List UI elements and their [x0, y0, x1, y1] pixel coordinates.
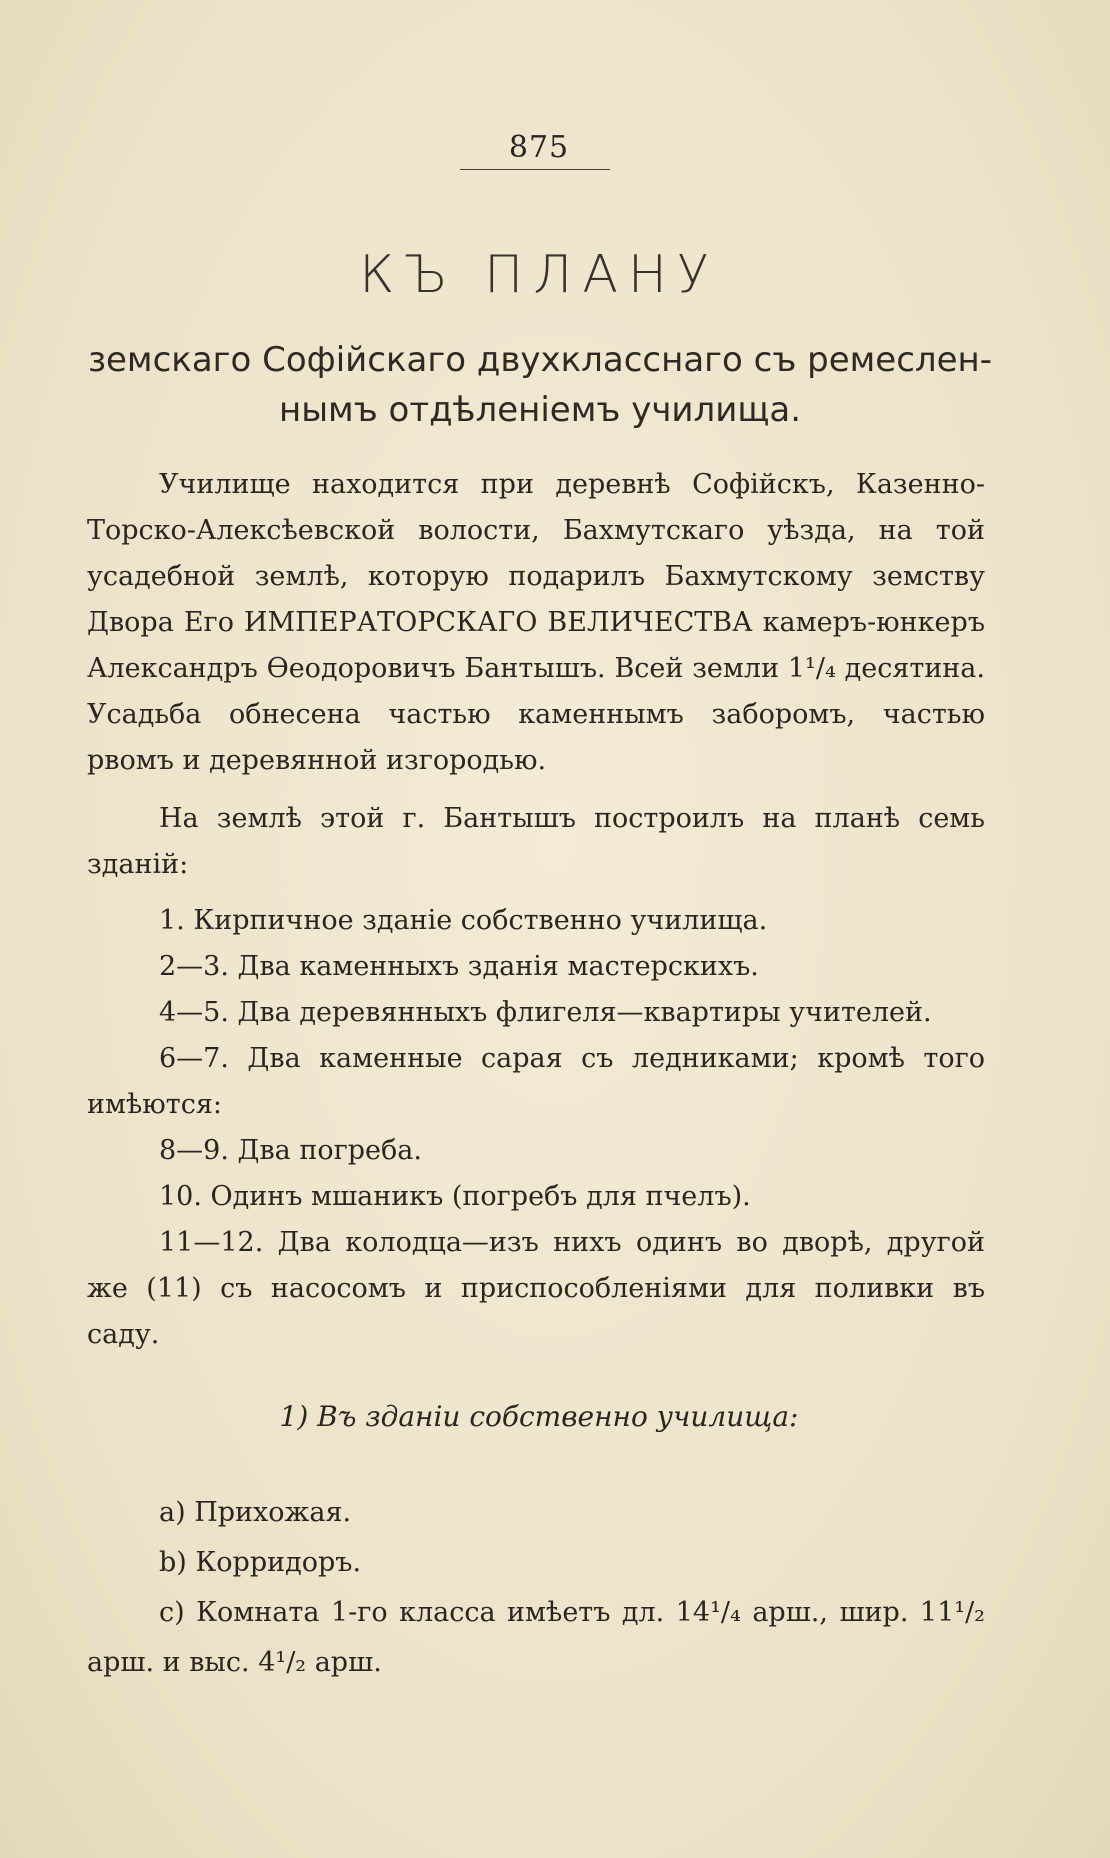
body-paragraph-2: На землѣ этой г. Бантышъ построилъ на планѣ семь зданій:: [87, 803, 985, 880]
list-item: 11—12. Два колодца—изъ нихъ одинъ во дворѣ, другой же (11) съ насосомъ и приспособленіями для поливки въ саду.: [87, 1227, 985, 1350]
list-item: b) Корридоръ.: [159, 1547, 362, 1578]
list-item: c) Комната 1-го класса имѣетъ дл. 14¹/₄ арш., шир. 11¹/₂ арш. и выс. 4¹/₂ арш.: [87, 1597, 985, 1678]
body-paragraph-1-block: [87, 462, 985, 784]
buildings-list: [87, 898, 985, 1358]
list-item: 8—9. Два погреба.: [159, 1135, 422, 1166]
subtitle-line-2: нымъ отдѣленіемъ училища.: [278, 390, 802, 430]
body-paragraph-1: Училище находится при деревнѣ Софійскъ, Казенно-Торско-Алексѣевской волости, Бахмутскаго уѣзда, на той усадебной землѣ, которую подарилъ Бахмутскому земству Двора Его ИМПЕРАТОРСКАГО ВЕЛИЧЕСТВА камеръ-юнкеръ Александръ Ѳеодоровичъ Бантышъ. Всей земли 1¹/₄ десятина. Усадьба обнесена частью каменнымъ заборомъ, частью рвомъ и деревянной изгородью.: [87, 469, 985, 776]
list-item: 4—5. Два деревянныхъ флигеля—квартиры учителей.: [159, 997, 932, 1028]
header-rule: [460, 169, 610, 170]
section-heading: 1) Въ зданіи собственно училища:: [279, 1400, 799, 1433]
rooms-list: [87, 1488, 985, 1688]
document-title: КЪ ПЛАНУ: [359, 245, 719, 305]
list-item: 10. Одинъ мшаникъ (погребъ для пчелъ).: [159, 1181, 751, 1212]
list-item: 6—7. Два каменные сарая съ ледниками; кромѣ того имѣются:: [87, 1043, 985, 1120]
list-item: 2—3. Два каменныхъ зданія мастерскихъ.: [159, 951, 759, 982]
list-item: 1. Кирпичное зданіе собственно училища.: [159, 905, 768, 936]
body-paragraph-2-block: [87, 796, 985, 888]
document-subtitle: [60, 335, 1020, 435]
list-item: a) Прихожая.: [159, 1497, 352, 1528]
subtitle-line-1: земскаго Софійскаго двухкласснаго съ ремеслен-: [87, 340, 993, 380]
page-number: 875: [508, 130, 570, 165]
